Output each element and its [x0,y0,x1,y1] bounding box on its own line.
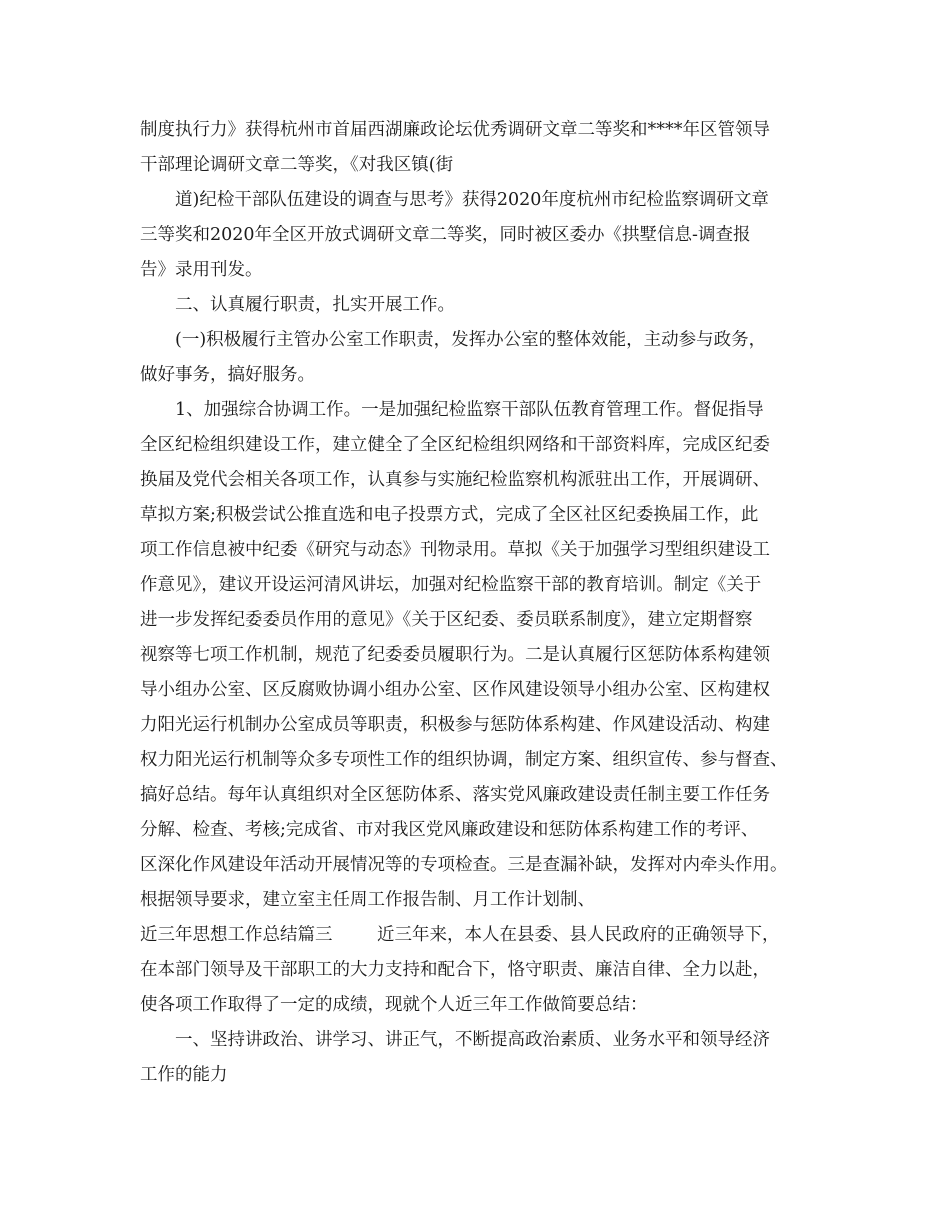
text-line: 近三年思想工作总结篇三 近三年来，本人在县委、县人民政府的正确领导下， [140,925,780,945]
text-line: 作意见》，建议开设运河清风讲坛，加强对纪检监察干部的教育培训。制定《关于 [140,575,762,595]
text-line: 分解、检查、考核;完成省、市对我区党风廉政建设和惩防体系构建工作的考评、 [140,820,759,840]
text-line: 搞好总结。每年认真组织对全区惩防体系、落实党风廉政建设责任制主要工作任务 [140,785,770,805]
text-line: 干部理论调研文章二等奖，《对我区镇(街 [140,155,454,175]
text-line: 做好事务，搞好服务。 [140,365,315,385]
text-line: 导小组办公室、区反腐败协调小组办公室、区作风建设领导小组办公室、区构建权 [140,680,770,700]
text-line: 换届及党代会相关各项工作，认真参与实施纪检监察机构派驻出工作，开展调研、 [140,470,770,490]
text-line: 使各项工作取得了一定的成绩，现就个人近三年工作做简要总结： [140,995,648,1015]
text-line: 力阳光运行机制办公室成员等职责，积极参与惩防体系构建、作风建设活动、构建 [140,715,770,735]
text-line: 全区纪检组织建设工作，建立健全了全区纪检组织网络和干部资料库，完成区纪委 [140,435,770,455]
text-line: 道)纪检干部队伍建设的调查与思考》获得2020年度杭州市纪检监察调研文章 [175,190,769,210]
text-line: 根据领导要求，建立室主任周工作报告制、月工作计划制、 [140,890,595,910]
section-heading: 二、认真履行职责，扎实开展工作。 [175,295,455,315]
text-line: (一)积极履行主管办公室工作职责，发挥办公室的整体效能，主动参与政务， [175,330,767,350]
text-line: 三等奖和2020年全区开放式调研文章二等奖，同时被区委办《拱墅信息-调查报 [140,225,751,245]
text-line: 制度执行力》获得杭州市首届西湖廉政论坛优秀调研文章二等奖和****年区管领导 [140,120,770,140]
text-line: 1、加强综合协调工作。一是加强纪检监察干部队伍教育管理工作。督促指导 [175,400,764,420]
text-line: 视察等七项工作机制，规范了纪委委员履职行为。二是认真履行区惩防体系构建领 [140,645,770,665]
text-line: 项工作信息被中纪委《研究与动态》刊物录用。草拟《关于加强学习型组织建设工 [140,540,770,560]
text-line: 权力阳光运行机制等众多专项性工作的组织协调，制定方案、组织宣传、参与督查、 [140,750,788,770]
text-line: 在本部门领导及干部职工的大力支持和配合下，恪守职责、廉洁自律、全力以赴， [140,960,770,980]
text-line: 一、坚持讲政治、讲学习、讲正气，不断提高政治素质、业务水平和领导经济 [175,1030,770,1050]
text-line: 区深化作风建设年活动开展情况等的专项检查。三是查漏补缺，发挥对内牵头作用。 [140,855,788,875]
text-line: 工作的能力 [140,1065,228,1085]
text-line: 草拟方案;积极尝试公推直选和电子投票方式，完成了全区社区纪委换届工作，此 [140,505,759,525]
text-line: 告》录用刊发。 [140,260,263,280]
text-line: 进一步发挥纪委委员作用的意见》《关于区纪委、委员联系制度》，建立定期督察 [140,610,753,630]
